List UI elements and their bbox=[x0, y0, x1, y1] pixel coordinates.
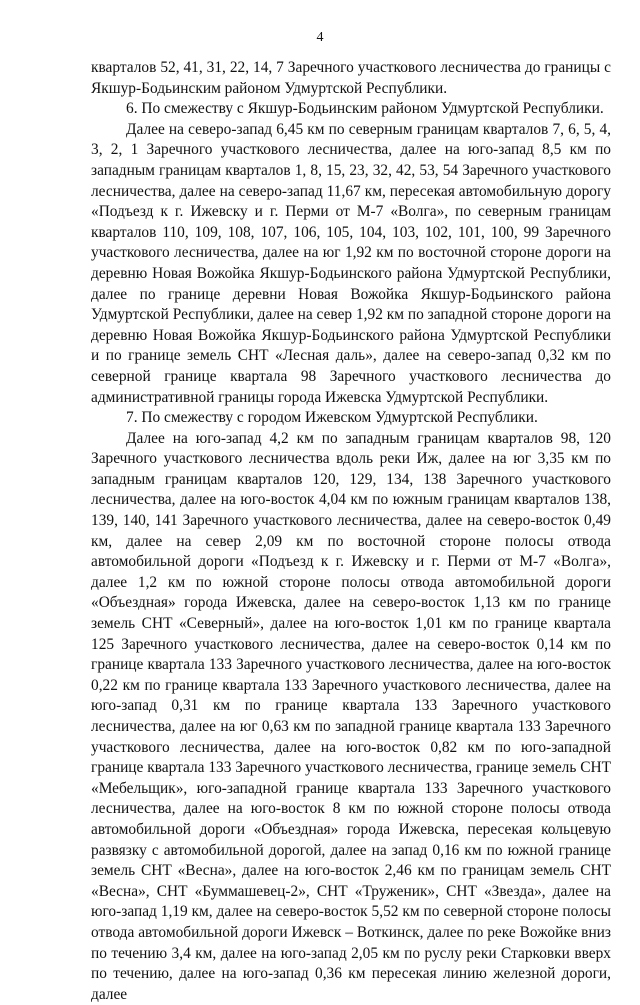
page-number: 4 bbox=[316, 30, 324, 45]
section-7-heading: 7. По смежеству с городом Ижевском Удмуртской Республики. bbox=[126, 409, 538, 427]
paragraph-2: Далее на северо-запад 6,45 км по северным границам кварталов 7, 6, 5, 4, 3, 2, 1 Заречного участкового лесничества, далее на юго-запад 8,5 км по западным границам кварталов 1, 8, 15, 23, 32, 42, 53, 54 Заречного участкового лесничества, далее на северо-запад 11,67 км, пересекая автомобильную дорогу «Подъезд к г. Ижевску и г. Перми от М-7 «Волга», по северным границам кварталов 110, 109, 108, 107, 106, 105, 104, 103, 102, 101, 100, 99 Заречного участкового лесничества, далее на юг 1,92 км по восточной стороне дороги на деревню Новая Вожойка Якшур-Бодьинского района Удмуртской Республики, далее по границе деревни Новая Вожойка Якшур-Бодьинского района Удмуртской Республики, далее на север 1,92 км по западной стороне дороги на деревню Новая Вожойка Якшур-Бодьинского района Удмуртской Республики и по границе земель СНТ «Лесная даль», далее на северо-запад 0,32 км по северной границе квартала 98 Заречного участкового лесничества до административной границы города Ижевска Удмуртской Республики. bbox=[91, 120, 611, 406]
document-body bbox=[91, 58, 611, 1005]
paragraph-3: Далее на юго-запад 4,2 км по западным границам кварталов 98, 120 Заречного участкового лесничества вдоль реки Иж, далее на юг 3,35 км по западным границам кварталов 120, 129, 134, 138 Заречного участкового лесничества, далее на юго-восток 4,04 км по южным границам кварталов 138, 139, 140, 141 Заречного участкового лесничества, далее на северо-восток 0,49 км, далее на север 2,09 км по восточной стороне полосы отвода автомобильной дороги «Подъезд к г. Ижевску и г. Перми от М-7 «Волга», далее 1,2 км по южной стороне полосы отвода автомобильной дороги «Объездная» города Ижевска, далее на северо-восток 1,13 км по границе земель СНТ «Северный», далее на юго-восток 1,01 км по границе квартала 125 Заречного участкового лесничества, далее на северо-восток 0,14 км по границе квартала 133 Заречного участкового лесничества, далее на юго-восток 0,22 км по границе квартала 133 Заречного участкового лесничества, далее на юго-запад 0,31 км по границе квартала 133 Заречного участкового лесничества, далее на юг 0,63 км по западной границе квартала 133 Заречного участкового лесничества, далее на юго-восток 0,82 км по юго-западной границе квартала 133 Заречного участкового лесничества, границе земель СНТ «Мебельщик», юго-западной границе квартала 133 Заречного участкового лесничества, далее на юго-восток 8 км по южной стороне полосы отвода автомобильной дороги «Объездная» города Ижевска, пересекая кольцевую развязку с автомобильной дорогой, далее на запад 0,16 км по южной границе земель СНТ «Весна», далее на юго-восток 2,46 км по границам земель СНТ «Весна», СНТ «Буммашевец-2», СНТ «Труженик», СНТ «Звезда», далее на юго-запад 1,19 км, далее на северо-восток 5,52 км по северной стороне полосы отвода автомобильной дороги Ижевск – Воткинск, далее по реке Вожойке вниз по течению 3,4 км, далее на юго-запад 2,05 км по руслу реки Старковки вверх по течению, далее на юго-запад 0,36 км пересекая линию железной дороги, далее bbox=[91, 429, 611, 1003]
paragraph-1: кварталов 52, 41, 31, 22, 14, 7 Заречного участкового лесничества до границы с Якшур-Бодьинским районом Удмуртской Республики. bbox=[91, 59, 611, 97]
section-6-heading: 6. По смежеству с Якшур-Бодьинским районом Удмуртской Республики. bbox=[126, 100, 604, 118]
